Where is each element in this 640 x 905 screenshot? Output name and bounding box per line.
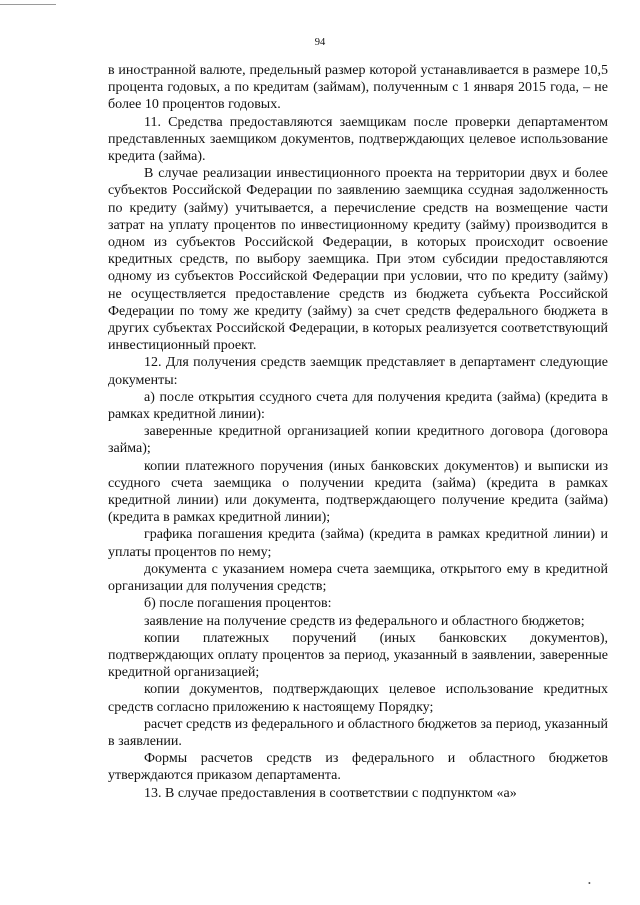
paragraph-subitem-a: а) после открытия ссудного счета для получения кредита (займа) (кредита в рамках кредитной линии):	[108, 389, 608, 423]
paragraph-forms: Формы расчетов средств из федерального и областного бюджетов утверждаются приказом департамента.	[108, 751, 608, 784]
paragraph-credit-agreement-copies: заверенные кредитной организацией копии кредитного договора (договора займа);	[108, 424, 608, 457]
page-number: 94	[314, 37, 326, 48]
document-body	[108, 62, 608, 802]
paragraph-multiregion-project: В случае реализации инвестиционного проекта на территории двух и более субъектов Российской Федерации по заявлению заемщика ссудная задолженность по кредиту (займу) учитывается, а перечисление средств на возмещение части затрат на уплату процентов по инвестиционному кредиту (займу) производится в одном из субъектов Российской Федерации, в которых происходит освоение кредитных средств, по выбору заемщика. При этом субсидии предоставляются одному из субъектов Российской Федерации при условии, что по кредиту (займу) не осуществляется предоставление средств из бюджета субъекта Российской Федерации по тому же кредиту (займу) за счет средств федерального бюджета в других субъектах Российской Федерации, в которых реализуется соответствующий инвестиционный проект.	[108, 166, 608, 354]
paragraph-item-12: 12. Для получения средств заемщик представляет в департамент следующие документы:	[108, 355, 608, 388]
paragraph-repayment-schedule: графика погашения кредита (займа) (кредита в рамках кредитной линии) и уплаты процентов по нему;	[108, 527, 608, 560]
paragraph-account-number: документа с указанием номера счета заемщика, открытого ему в кредитной организации для получения средств;	[108, 561, 608, 595]
paragraph-payment-orders: копии платежного поручения (иных банковских документов) и выписки из ссудного счета заемщика о получении кредита (займа) (кредита в рамках кредитной линии) или документа, подтверждающего получение кредита (займа) (кредита в рамках кредитной линии);	[108, 458, 608, 526]
paragraph-calculation: расчет средств из федерального и областного бюджетов за период, указанный в заявлении.	[108, 716, 608, 749]
corner-mark: •	[588, 879, 591, 888]
paragraph-item-11: 11. Средства предоставляются заемщикам после проверки департаментом представленных заемщиком документов, подтверждающих целевое использование кредита (займа).	[108, 114, 608, 165]
paragraph-target-use-docs: копии документов, подтверждающих целевое использование кредитных средств согласно приложению к настоящему Порядку;	[108, 682, 608, 715]
paragraph-payment-orders-interest: копии платежных поручений (иных банковских документов), подтверждающих оплату процентов за период, указанный в заявлении, заверенные кредитной организацией;	[108, 630, 608, 681]
paragraph-continuation: в иностранной валюте, предельный размер которой устанавливается в размере 10,5 процента годовых, а по кредитам (займам), полученным с 1 января 2015 года, – не более 10 процентов годовых.	[108, 63, 608, 113]
paragraph-item-13: 13. В случае предоставления в соответствии с подпунктом «а»	[144, 785, 517, 801]
top-rule	[0, 4, 56, 5]
paragraph-subitem-b: б) после погашения процентов:	[144, 596, 332, 612]
paragraph-application: заявление на получение средств из федерального и областного бюджетов;	[144, 613, 585, 629]
